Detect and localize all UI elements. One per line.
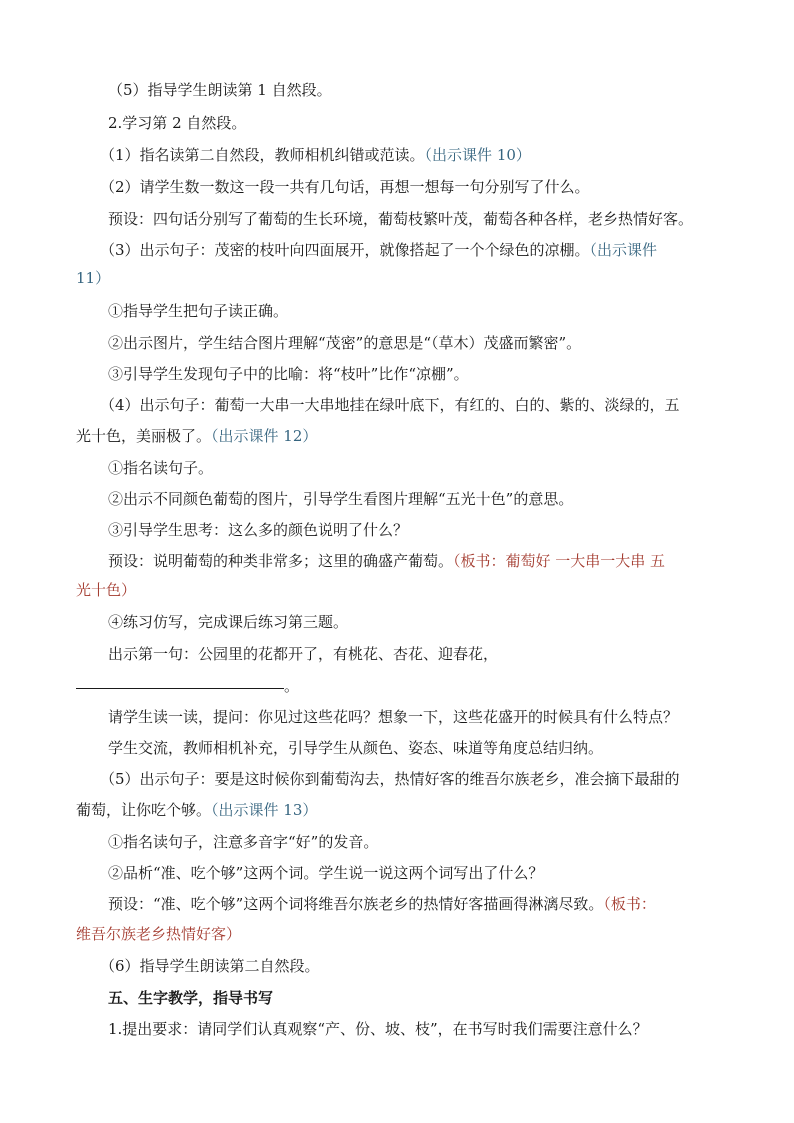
line-text: ①指导学生把句子读正确。 xyxy=(108,302,289,320)
line-text: 请学生读一读，提问：你见过这些花吗？想象一下，这些花盛开的时候具有什么特点？ xyxy=(108,708,679,726)
text-line xyxy=(76,426,720,446)
text-line xyxy=(108,80,752,100)
text-line xyxy=(100,769,744,789)
text-line xyxy=(100,240,744,260)
text-line xyxy=(108,1019,752,1039)
fill-in-blank xyxy=(76,688,284,689)
courseware-note: （出示课件 13） xyxy=(211,801,318,819)
text-line xyxy=(108,520,752,540)
line-text: ③引导学生思考：这么多的颜色说明了什么？ xyxy=(108,521,409,539)
courseware-note: （出示课件 12） xyxy=(211,427,318,445)
line-text: ②品析“准、吃个够”这两个词。学生说一说这两个词写出了什么？ xyxy=(108,864,544,882)
line-text: 光十色，美丽极了。 xyxy=(76,427,212,445)
line-text: （2）请学生数一数这一段一共有几句话，再想一想每一句分别写了什么。 xyxy=(100,178,590,196)
line-text: 预设：四句话分别写了葡萄的生长环境，葡萄枝繁叶茂，葡萄各种各样，老乡热情好客。 xyxy=(108,210,694,228)
text-line xyxy=(108,863,752,883)
text-line xyxy=(100,177,744,197)
board-note: 维吾尔族老乡热情好客） xyxy=(76,925,242,943)
section-heading xyxy=(108,988,752,1008)
text-line xyxy=(76,580,720,600)
text-line xyxy=(108,832,752,852)
line-text: ①指名读句子。 xyxy=(108,459,214,477)
text-line xyxy=(108,364,752,384)
board-note: （板书：葡萄好 一大串一大串 五 xyxy=(453,552,666,570)
text-line xyxy=(108,333,752,353)
text-line xyxy=(108,612,752,632)
section-heading xyxy=(108,113,752,133)
line-text: 1.提出要求：请同学们认真观察“产、份、坡、枝”，在书写时我们需要注意什么？ xyxy=(108,1020,648,1038)
text-line xyxy=(108,707,752,727)
line-text: （5）出示句子：要是这时候你到葡萄沟去，热情好客的维吾尔族老乡，准会摘下最甜的 xyxy=(100,770,680,788)
courseware-note: （出示课件 10） xyxy=(424,146,531,164)
board-note: （板书： xyxy=(603,895,656,913)
text-line xyxy=(100,145,744,165)
text-line xyxy=(108,644,752,664)
line-text: ①指名读句子，注意多音字“好”的发音。 xyxy=(108,833,379,851)
text-line xyxy=(108,894,752,914)
line-text: ④练习仿写，完成课后练习第三题。 xyxy=(108,613,349,631)
board-note: 光十色） xyxy=(76,581,137,599)
text-line xyxy=(76,268,720,288)
line-text: 预设：说明葡萄的种类非常多；这里的确盛产葡萄。 xyxy=(108,552,454,570)
courseware-note: （出示课件 xyxy=(589,241,658,259)
line-text: ②出示不同颜色葡萄的图片，引导学生看图片理解“五光十色”的意思。 xyxy=(108,490,574,508)
text-line xyxy=(100,395,744,415)
text-line xyxy=(76,800,720,820)
text-line xyxy=(76,924,720,944)
line-text: ②出示图片，学生结合图片理解“茂密”的意思是“（草木）茂盛而繁密”。 xyxy=(108,334,582,352)
text-line xyxy=(108,301,752,321)
line-text: 五、生字教学，指导书写 xyxy=(108,989,274,1007)
line-text: （1）指名读第二自然段，教师相机纠错或范读。 xyxy=(100,146,425,164)
courseware-note: 11） xyxy=(76,269,111,287)
text-line xyxy=(100,956,744,976)
text-line xyxy=(108,551,752,571)
line-text: （4）出示句子：葡萄一大串一大串地挂在绿叶底下，有红的、白的、紫的、淡绿的，五 xyxy=(100,396,680,414)
text-line xyxy=(108,458,752,478)
line-text: 葡萄，让你吃个够。 xyxy=(76,801,212,819)
line-text: （6）指导学生朗读第二自然段。 xyxy=(100,957,320,975)
text-line xyxy=(108,489,752,509)
text-line xyxy=(108,209,752,229)
blank-period: 。 xyxy=(284,677,300,695)
line-text: （3）出示句子：茂密的枝叶向四面展开，就像搭起了一个个绿色的凉棚。 xyxy=(100,241,590,259)
line-text: 学生交流，教师相机补充，引导学生从颜色、姿态、味道等角度总结归纳。 xyxy=(108,739,604,757)
line-text: 出示第一句：公园里的花都开了，有桃花、杏花、迎春花， xyxy=(108,645,499,663)
line-text: （5）指导学生朗读第 1 自然段。 xyxy=(108,81,332,99)
line-text: ③引导学生发现句子中的比喻：将“枝叶”比作“凉棚”。 xyxy=(108,365,469,383)
line-text: 预设：“准、吃个够”这两个词将维吾尔族老乡的热情好客描画得淋漓尽致。 xyxy=(108,895,604,913)
text-line xyxy=(108,738,752,758)
line-text: 2.学习第 2 自然段。 xyxy=(108,114,247,132)
